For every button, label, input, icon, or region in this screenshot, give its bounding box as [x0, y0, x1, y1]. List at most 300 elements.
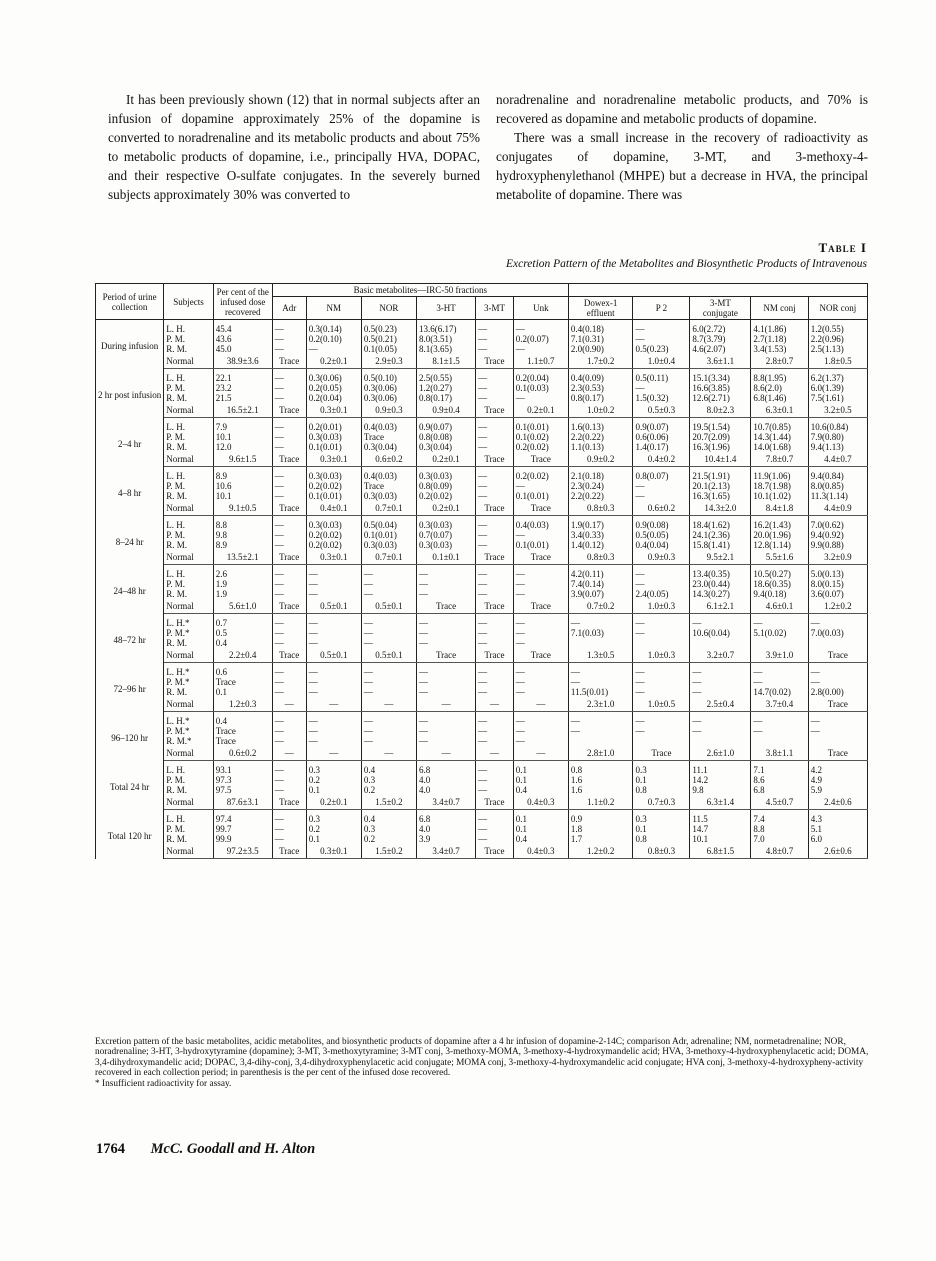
cell-value: 7.1(0.03): [570, 628, 604, 638]
footnote-text: Excretion pattern of the basic metabolites, acidic metabolites, and biosynthetic products of dopamine after a 4 hr infusion of dopamine-2-14C; comparison Adr, adrenaline; NM, normetadrenaline; NOR, noradrenaline; 3-HT, 3-hydroxytyramine (dopamine); 3-MT, 3-methoxytyramine; 3-MT conj, 3-methoxy-MOMA, 3-methoxy-4-hydroxymandelic acid; HVA, 3-methoxy-4-hydroxyphenylacetic acid; DOMA, 3,4-dihydroxymandelic acid; DOPAC, 3,4-dihy-conj, 3,4-dihydroxyphenylacetic acid conjugate; MOMA conj, 3-methoxy-4-hydroxymandelic acid conjugate; HVA conj, 3-methoxy-4-hydroxypheny-activity recovered in each collection period; in parenthesis is the per cent of the infused dose recovered.: [95, 1037, 869, 1079]
p2-cell: [633, 320, 690, 355]
cell-value: —: [478, 638, 488, 648]
cell-value: —: [570, 716, 580, 726]
cell-value: 0.1: [515, 824, 528, 834]
cell-value: 18.6(0.35): [753, 579, 791, 589]
cell-value: 1.9: [215, 589, 227, 599]
ht-cell: [416, 810, 475, 845]
dowex-cell: [568, 614, 633, 649]
cell-value: 0.9: [570, 814, 583, 824]
cell-value: 3.9(0.07): [570, 589, 604, 599]
cell-value: R. M.: [166, 589, 188, 599]
p2-cell: [633, 614, 690, 649]
cell-value: 0.3(0.03): [418, 520, 452, 530]
cell-value: —: [418, 579, 428, 589]
cell-value: 0.2: [363, 834, 376, 844]
cell-value: 11.3(1.14): [810, 491, 848, 501]
table-row: [96, 467, 868, 502]
cell-value: 21.5: [215, 393, 232, 403]
cell-value: 0.2(0.04): [515, 373, 549, 383]
cell-value: 0.1(0.03): [515, 383, 549, 393]
cell-value: 24.1(2.36): [692, 530, 730, 540]
cell-value: 0.2(0.02): [515, 471, 549, 481]
body-text: [108, 90, 868, 204]
cell-value: P. M.: [166, 824, 186, 834]
cell-value: —: [692, 618, 702, 628]
cell-value: —: [515, 579, 525, 589]
cell-value: 0.6: [215, 667, 227, 677]
normal-nor-cell: 1.5±0.2: [361, 844, 416, 859]
cell-value: 1.6: [570, 775, 583, 785]
subj-cell: [164, 369, 213, 404]
cell-value: —: [308, 579, 318, 589]
cell-value: —: [478, 344, 488, 354]
cell-value: R. M.: [166, 344, 188, 354]
normal-row: [96, 550, 868, 565]
normal-pct-cell: 9.1±0.5: [213, 501, 272, 516]
subj-cell: [164, 712, 213, 747]
normal-row: [96, 403, 868, 418]
cell-value: —: [418, 628, 428, 638]
header-nor-conj: NOR conj: [808, 297, 867, 320]
unk-cell: [513, 369, 568, 404]
cell-value: —: [515, 716, 525, 726]
cell-value: —: [515, 726, 525, 736]
normal-p2-cell: 1.0±0.3: [633, 648, 690, 663]
cell-value: 0.5(0.23): [363, 324, 397, 334]
excretion-table: [95, 283, 868, 859]
normal-pct-cell: 38.9±3.6: [213, 354, 272, 369]
normal-row: [96, 844, 868, 859]
nor-cell: [361, 320, 416, 355]
normal-row: [96, 648, 868, 663]
cell-value: 10.1(1.02): [753, 491, 791, 501]
unk-cell: [513, 418, 568, 453]
cell-value: 9.9(0.88): [810, 540, 844, 550]
cell-value: —: [274, 775, 284, 785]
normal-adr-cell: Trace: [272, 648, 306, 663]
mt-cell: [476, 565, 514, 600]
cell-value: —: [635, 618, 645, 628]
p2-cell: [633, 761, 690, 796]
unk-cell: [513, 516, 568, 551]
cell-value: 2.1(0.18): [570, 471, 604, 481]
normal-nmconj-cell: 3.7±0.4: [751, 697, 808, 712]
mtconj-cell: [690, 663, 751, 698]
normal-row: [96, 599, 868, 614]
table-row: [96, 516, 868, 551]
cell-value: P. M.: [166, 775, 186, 785]
cell-value: 0.2(0.02): [308, 530, 342, 540]
cell-value: P. M.: [166, 579, 186, 589]
cell-value: —: [274, 814, 284, 824]
ht-cell: [416, 712, 475, 747]
subj-cell: [164, 614, 213, 649]
nor-cell: [361, 810, 416, 845]
cell-value: 0.8(0.09): [418, 481, 452, 491]
normal-pct-cell: 0.6±0.2: [213, 746, 272, 761]
cell-value: 15.1(3.34): [692, 373, 730, 383]
cell-value: —: [274, 481, 284, 491]
cell-value: —: [810, 726, 820, 736]
cell-value: —: [274, 373, 284, 383]
cell-value: 10.1: [215, 491, 232, 501]
normal-label-cell: Normal: [164, 648, 213, 663]
nor-cell: [361, 516, 416, 551]
cell-value: 0.3(0.03): [363, 491, 397, 501]
normal-pct-cell: 16.5±2.1: [213, 403, 272, 418]
unk-cell: [513, 712, 568, 747]
cell-value: —: [478, 589, 488, 599]
dowex-cell: [568, 663, 633, 698]
cell-value: —: [274, 324, 284, 334]
cell-value: —: [418, 716, 428, 726]
period-cell: 72–96 hr: [96, 663, 164, 712]
cell-value: 9.4(0.92): [810, 530, 844, 540]
norconj-cell: [808, 467, 867, 502]
normal-dowex-cell: 0.8±0.3: [568, 550, 633, 565]
cell-value: L. H.: [166, 422, 186, 432]
cell-value: 4.3: [810, 814, 822, 824]
cell-value: —: [274, 471, 284, 481]
normal-norconj-cell: Trace: [808, 697, 867, 712]
ht-cell: [416, 614, 475, 649]
nmconj-cell: [751, 369, 808, 404]
cell-value: L. H.: [166, 569, 186, 579]
cell-value: —: [418, 736, 428, 746]
cell-value: —: [515, 687, 525, 697]
cell-value: L. H.: [166, 520, 186, 530]
cell-value: 7.1(0.31): [570, 334, 604, 344]
period-cell: 2 hr post infusion: [96, 369, 164, 418]
cell-value: —: [274, 579, 284, 589]
normal-nmconj-cell: 8.4±1.8: [751, 501, 808, 516]
cell-value: 0.3: [363, 775, 376, 785]
cell-value: L. H.*: [166, 618, 190, 628]
normal-dowex-cell: 1.3±0.5: [568, 648, 633, 663]
cell-value: —: [478, 628, 488, 638]
dowex-cell: [568, 320, 633, 355]
cell-value: —: [515, 569, 525, 579]
table-title: Excretion Pattern of the Metabolites and Biosynthetic Products of Intravenous: [505, 258, 867, 270]
ht-cell: [416, 467, 475, 502]
normal-mtconj-cell: 2.6±1.0: [690, 746, 751, 761]
cell-value: 2.0(0.90): [570, 344, 604, 354]
mtconj-cell: [690, 712, 751, 747]
cell-value: —: [478, 677, 488, 687]
cell-value: 0.5: [215, 628, 227, 638]
pct-cell: [213, 810, 272, 845]
p2-cell: [633, 712, 690, 747]
pct-cell: [213, 516, 272, 551]
header-dowex: Dowex-1 effluent: [568, 297, 633, 320]
cell-value: 0.2(0.02): [418, 491, 452, 501]
cell-value: 0.4: [515, 785, 528, 795]
normal-mtconj-cell: 6.3±1.4: [690, 795, 751, 810]
cell-value: —: [478, 324, 488, 334]
cell-value: 43.6: [215, 334, 232, 344]
cell-value: 0.6(0.06): [635, 432, 669, 442]
cell-value: —: [635, 383, 645, 393]
normal-unk-cell: 0.4±0.3: [513, 795, 568, 810]
norconj-cell: [808, 369, 867, 404]
cell-value: —: [363, 716, 373, 726]
normal-nmconj-cell: 3.8±1.1: [751, 746, 808, 761]
normal-mtconj-cell: 2.5±0.4: [690, 697, 751, 712]
unk-cell: [513, 614, 568, 649]
normal-adr-cell: Trace: [272, 452, 306, 467]
cell-value: 0.4: [215, 638, 227, 648]
cell-value: 21.5(1.91): [692, 471, 730, 481]
ht-cell: [416, 320, 475, 355]
adr-cell: [272, 467, 306, 502]
cell-value: —: [515, 589, 525, 599]
cell-value: —: [635, 667, 645, 677]
cell-value: 0.8(0.08): [418, 432, 452, 442]
header-nm-conj: NM conj: [751, 297, 808, 320]
cell-value: 0.4(0.09): [570, 373, 604, 383]
normal-pct-cell: 13.5±2.1: [213, 550, 272, 565]
subj-cell: [164, 810, 213, 845]
cell-value: —: [635, 716, 645, 726]
normal-nm-cell: 0.4±0.1: [306, 501, 361, 516]
cell-value: 1.5(0.32): [635, 393, 669, 403]
nor-cell: [361, 712, 416, 747]
normal-norconj-cell: 3.2±0.5: [808, 403, 867, 418]
cell-value: 2.6: [215, 569, 227, 579]
cell-value: 6.8: [418, 765, 431, 775]
cell-value: P. M.: [166, 334, 186, 344]
p2-cell: [633, 810, 690, 845]
cell-value: —: [274, 726, 284, 736]
cell-value: —: [810, 618, 820, 628]
cell-value: R. M.: [166, 834, 188, 844]
cell-value: —: [635, 687, 645, 697]
normal-mt-cell: Trace: [476, 354, 514, 369]
cell-value: —: [478, 775, 488, 785]
cell-value: —: [363, 579, 373, 589]
normal-mt-cell: —: [476, 746, 514, 761]
cell-value: —: [274, 383, 284, 393]
cell-value: 0.2: [308, 824, 320, 834]
cell-value: —: [478, 393, 488, 403]
cell-value: 1.9: [215, 579, 227, 589]
cell-value: —: [515, 667, 525, 677]
cell-value: —: [274, 834, 284, 844]
cell-value: —: [308, 687, 318, 697]
cell-value: 0.9(0.07): [418, 422, 452, 432]
normal-p2-cell: 0.5±0.3: [633, 403, 690, 418]
cell-value: 99.7: [215, 824, 232, 834]
pct-cell: [213, 320, 272, 355]
adr-cell: [272, 516, 306, 551]
mt-cell: [476, 516, 514, 551]
table-row: [96, 810, 868, 845]
normal-ht-cell: Trace: [416, 648, 475, 663]
cell-value: 20.1(2.13): [692, 481, 730, 491]
cell-value: —: [635, 481, 645, 491]
cell-value: —: [308, 638, 318, 648]
cell-value: 0.5(0.23): [635, 344, 669, 354]
period-cell: Total 24 hr: [96, 761, 164, 810]
normal-nor-cell: 0.5±0.1: [361, 648, 416, 663]
mtconj-cell: [690, 369, 751, 404]
cell-value: —: [753, 667, 763, 677]
cell-value: P. M.: [166, 432, 186, 442]
normal-nm-cell: 0.3±0.1: [306, 452, 361, 467]
header-3mt-conj: 3-MT conjugate: [690, 297, 751, 320]
dowex-cell: [568, 565, 633, 600]
cell-value: 0.1: [515, 765, 528, 775]
cell-value: 1.4(0.12): [570, 540, 604, 550]
cell-value: —: [515, 393, 525, 403]
cell-value: 19.5(1.54): [692, 422, 730, 432]
cell-value: —: [478, 481, 488, 491]
table-row: [96, 712, 868, 747]
cell-value: —: [692, 667, 702, 677]
nm-cell: [306, 516, 361, 551]
normal-adr-cell: Trace: [272, 403, 306, 418]
cell-value: 2.3(0.24): [570, 481, 604, 491]
normal-norconj-cell: 3.2±0.9: [808, 550, 867, 565]
cell-value: Trace: [363, 432, 385, 442]
cell-value: 0.3: [635, 814, 647, 824]
normal-p2-cell: 0.9±0.3: [633, 550, 690, 565]
pct-cell: [213, 467, 272, 502]
cell-value: 0.8: [570, 765, 583, 775]
cell-value: 0.7: [215, 618, 227, 628]
cell-value: 4.1(1.86): [753, 324, 787, 334]
mt-cell: [476, 418, 514, 453]
table-row: [96, 614, 868, 649]
cell-value: 6.8: [418, 814, 431, 824]
cell-value: 3.6(0.07): [810, 589, 844, 599]
normal-unk-cell: 1.1±0.7: [513, 354, 568, 369]
unk-cell: [513, 320, 568, 355]
normal-dowex-cell: 1.0±0.2: [568, 403, 633, 418]
cell-value: 7.9: [215, 422, 227, 432]
cell-value: 8.7(3.79): [692, 334, 726, 344]
mtconj-cell: [690, 516, 751, 551]
normal-unk-cell: 0.2±0.1: [513, 403, 568, 418]
cell-value: 0.8: [635, 834, 647, 844]
normal-norconj-cell: 2.4±0.6: [808, 795, 867, 810]
cell-value: —: [308, 736, 318, 746]
cell-value: —: [363, 677, 373, 687]
cell-value: —: [753, 677, 763, 687]
cell-value: 7.0: [753, 834, 765, 844]
normal-nm-cell: 0.3±0.1: [306, 844, 361, 859]
cell-value: 93.1: [215, 765, 232, 775]
cell-value: 0.4(0.18): [570, 324, 604, 334]
cell-value: 6.8: [753, 785, 765, 795]
cell-value: 11.1: [692, 765, 708, 775]
nm-cell: [306, 810, 361, 845]
cell-value: 0.8(0.17): [570, 393, 604, 403]
cell-value: 45.4: [215, 324, 232, 334]
cell-value: 0.2(0.05): [308, 383, 342, 393]
dowex-cell: [568, 761, 633, 796]
nm-cell: [306, 320, 361, 355]
subj-cell: [164, 467, 213, 502]
cell-value: —: [478, 824, 488, 834]
normal-row: [96, 746, 868, 761]
cell-value: 7.4: [753, 814, 765, 824]
cell-value: —: [274, 638, 284, 648]
cell-value: 18.7(1.98): [753, 481, 791, 491]
table-row: [96, 663, 868, 698]
normal-ht-cell: 3.4±0.7: [416, 844, 475, 859]
subj-cell: [164, 516, 213, 551]
cell-value: —: [515, 481, 525, 491]
ht-cell: [416, 565, 475, 600]
adr-cell: [272, 663, 306, 698]
header-nm: NM: [306, 297, 361, 320]
cell-value: 7.5(1.61): [810, 393, 844, 403]
cell-value: 0.1(0.01): [515, 540, 549, 550]
cell-value: —: [478, 491, 488, 501]
norconj-cell: [808, 761, 867, 796]
cell-value: —: [570, 618, 580, 628]
normal-mtconj-cell: 9.5±2.1: [690, 550, 751, 565]
normal-norconj-cell: 4.4±0.9: [808, 501, 867, 516]
subj-cell: [164, 761, 213, 796]
normal-ht-cell: 0.2±0.1: [416, 452, 475, 467]
cell-value: P. M.: [166, 530, 186, 540]
pct-cell: [213, 418, 272, 453]
cell-value: R. M.: [166, 638, 188, 648]
cell-value: —: [635, 628, 645, 638]
cell-value: 13.4(0.35): [692, 569, 730, 579]
period-cell: 96–120 hr: [96, 712, 164, 761]
cell-value: 0.1(0.02): [515, 432, 549, 442]
cell-value: —: [274, 569, 284, 579]
page-footer: [96, 1141, 315, 1158]
header-period: Period of urine collection: [96, 284, 164, 320]
cell-value: 16.6(3.85): [692, 383, 730, 393]
normal-nor-cell: 0.6±0.2: [361, 452, 416, 467]
cell-value: —: [478, 687, 488, 697]
ht-cell: [416, 761, 475, 796]
nor-cell: [361, 418, 416, 453]
norconj-cell: [808, 614, 867, 649]
cell-value: —: [478, 471, 488, 481]
nmconj-cell: [751, 761, 808, 796]
normal-mt-cell: Trace: [476, 403, 514, 418]
cell-value: —: [274, 540, 284, 550]
cell-value: 0.4: [363, 765, 376, 775]
cell-value: R. M.: [166, 785, 188, 795]
cell-value: —: [635, 334, 645, 344]
normal-row: [96, 501, 868, 516]
normal-dowex-cell: 2.8±1.0: [568, 746, 633, 761]
cell-value: —: [274, 520, 284, 530]
cell-value: 23.0(0.44): [692, 579, 730, 589]
nor-cell: [361, 761, 416, 796]
norconj-cell: [808, 810, 867, 845]
cell-value: 16.2(1.43): [753, 520, 791, 530]
cell-value: —: [274, 530, 284, 540]
cell-value: 0.2(0.02): [308, 481, 342, 491]
normal-p2-cell: 1.0±0.5: [633, 697, 690, 712]
cell-value: 0.3(0.04): [363, 442, 397, 452]
cell-value: R. M.: [166, 540, 188, 550]
cell-value: 0.3: [363, 824, 376, 834]
normal-adr-cell: —: [272, 746, 306, 761]
pct-cell: [213, 565, 272, 600]
cell-value: —: [274, 824, 284, 834]
cell-value: 0.2(0.02): [308, 540, 342, 550]
